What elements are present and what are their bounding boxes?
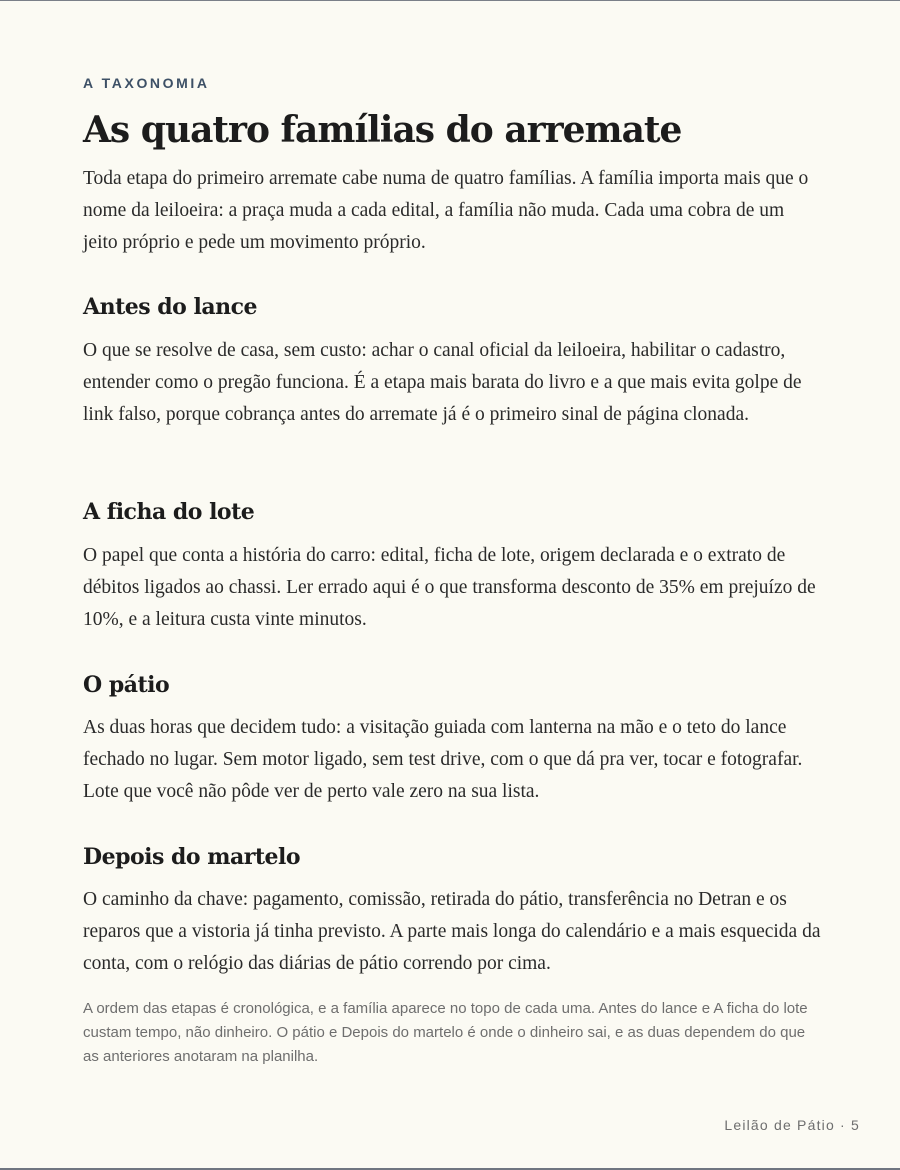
section-heading-antes-do-lance: Antes do lance [83,294,257,320]
section-heading-o-patio: O pátio [83,672,170,698]
page-title: As quatro famílias do arremate [83,109,682,151]
section-heading-ficha-do-lote: A ficha do lote [83,499,255,525]
section-text-antes-do-lance: O que se resolve de casa, sem custo: achar o canal oficial da leiloeira, habilitar o cadastro, entender como o pregão funciona. É a etapa mais barata do livro e a que mais evita golpe de link falso, porque cobrança antes do arremate já é o primeiro sinal de página clonada. [83,340,802,425]
section-text-ficha-do-lote: O papel que conta a história do carro: edital, ficha de lote, origem declarada e o extrato de débitos ligados ao chassi. Ler errado aqui é o que transforma desconto de 35% em prejuízo de 10%, e a leitura custa vinte minutos. [83,545,816,630]
section-text-depois-do-martelo: O caminho da chave: pagamento, comissão, retirada do pátio, transferência no Detran e os reparos que a vistoria já tinha previsto. A parte mais longa do calendário e a mais esquecida da conta, com o relógio das diárias de pátio correndo por cima. [83,889,821,974]
section-text-o-patio: As duas horas que decidem tudo: a visitação guiada com lanterna na mão e o teto do lance fechado no lugar. Sem motor ligado, sem test drive, com o que dá pra ver, tocar e fotografar. Lote que você não pôde ver de perto vale zero na sua lista. [83,717,803,802]
footnote: A ordem das etapas é cronológica, e a família aparece no topo de cada uma. Antes do lance e A ficha do lote custam tempo, não dinheiro. O pátio e Depois do martelo é onde o dinheiro sai, e as duas dependem do que as anteriores anotaram na planilha. [83,1000,808,1065]
section-heading-depois-do-martelo: Depois do martelo [83,844,301,870]
page-footer: Leilão de Pátio · 5 [724,1117,860,1133]
section-eyebrow: A TAXONOMIA [83,75,210,91]
intro-paragraph: Toda etapa do primeiro arremate cabe numa de quatro famílias. A família importa mais que o nome da leiloeira: a praça muda a cada edital, a família não muda. Cada uma cobra de um jeito próprio e pede um movimento próprio. [83,168,809,253]
